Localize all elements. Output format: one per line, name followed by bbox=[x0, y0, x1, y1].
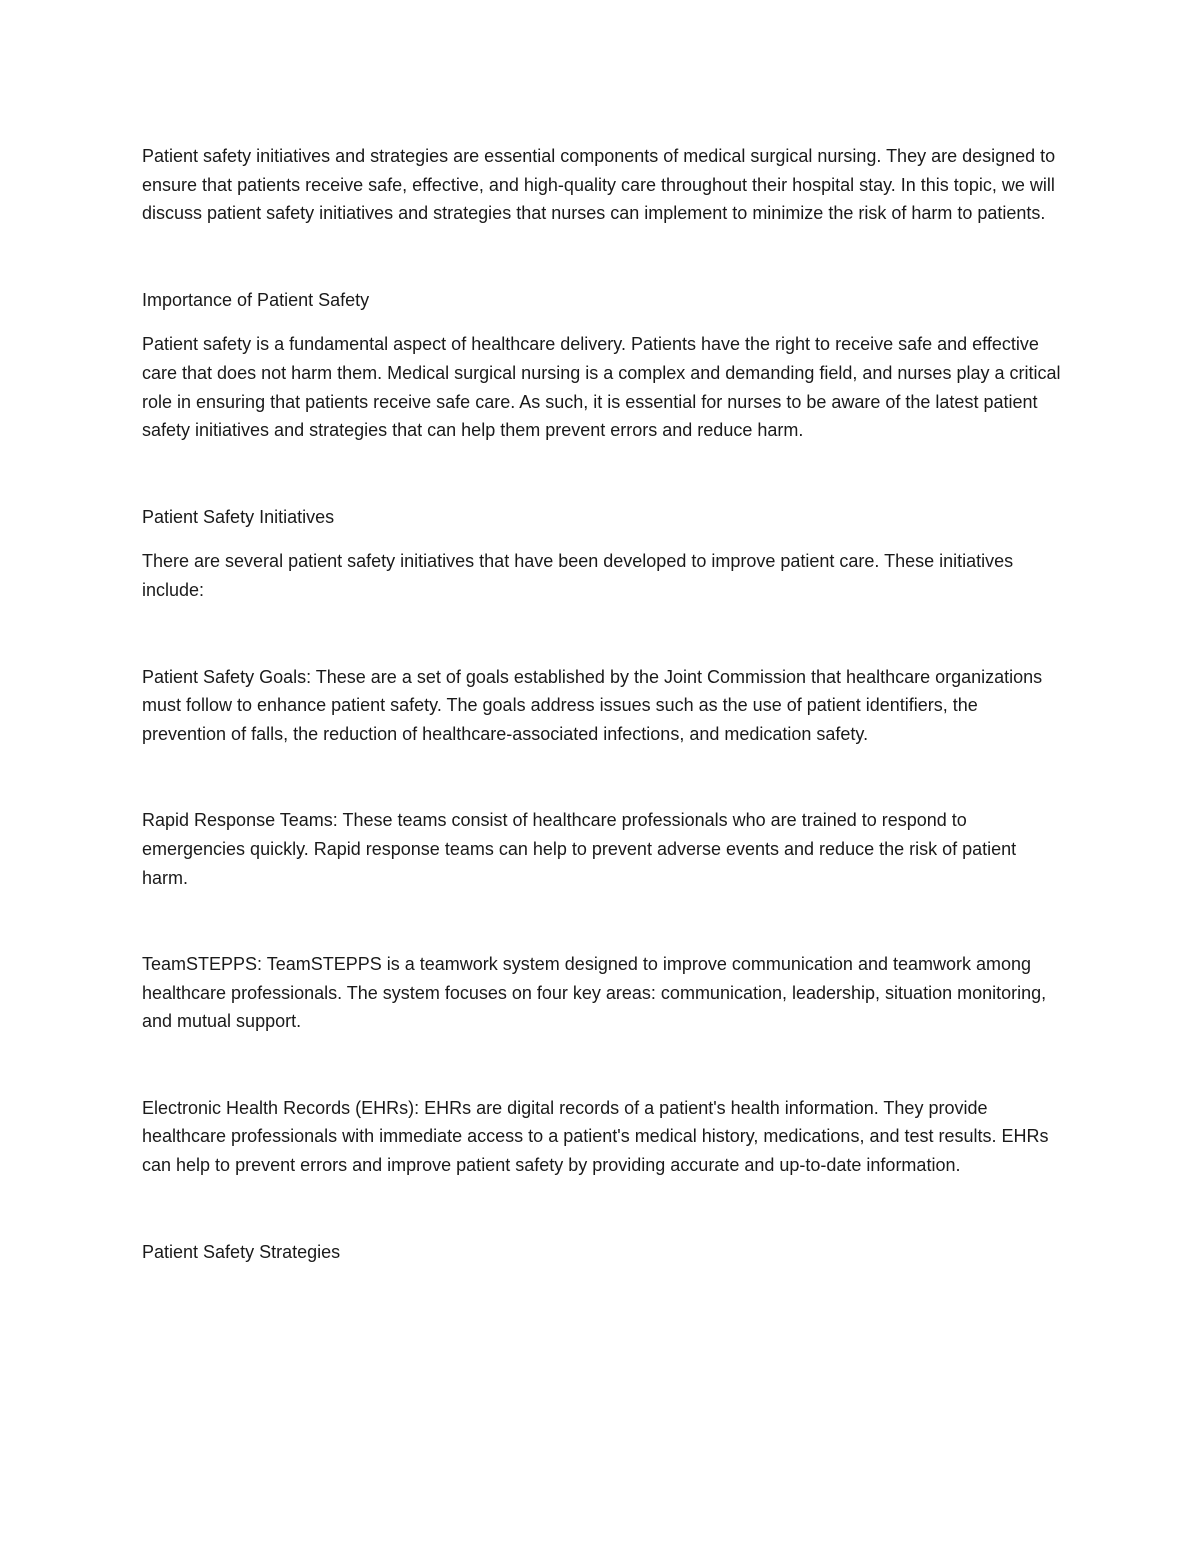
importance-paragraph: Patient safety is a fundamental aspect of healthcare delivery. Patients have the right to receive safe and effective care that does not harm them. Medical surgical nursing is a complex and demanding field, and nurses play a critical role in ensuring that patients receive safe care. As such, it is essential for nurses to be aware of the latest patient safety initiatives and strategies that can help them prevent errors and reduce harm. bbox=[142, 334, 1061, 441]
section-heading-strategies: Patient Safety Strategies bbox=[142, 1241, 341, 1262]
initiative-patient-safety-goals: Patient Safety Goals: These are a set of goals established by the Joint Commission that healthcare organizations must follow to enhance patient safety. The goals address issues such as the use of patient identifiers, the prevention of falls, the reduction of healthcare-associated infections, and medication safety. bbox=[142, 666, 1043, 744]
section-heading-initiatives: Patient Safety Initiatives bbox=[142, 506, 335, 527]
section-heading-importance: Importance of Patient Safety bbox=[142, 289, 370, 310]
document-body bbox=[142, 142, 1062, 1266]
initiatives-intro-paragraph: There are several patient safety initiatives that have been developed to improve patient care. These initiatives include: bbox=[142, 551, 1014, 600]
initiative-rapid-response-teams: Rapid Response Teams: These teams consist of healthcare professionals who are trained to respond to emergencies quickly. Rapid response teams can help to prevent adverse events and reduce the risk of patient harm. bbox=[142, 810, 1017, 888]
intro-paragraph: Patient safety initiatives and strategies are essential components of medical surgical nursing. They are designed to ensure that patients receive safe, effective, and high-quality care throughout their hospital stay. In this topic, we will discuss patient safety initiatives and strategies that nurses can implement to minimize the risk of harm to patients. bbox=[142, 146, 1056, 224]
initiative-teamstepps: TeamSTEPPS: TeamSTEPPS is a teamwork system designed to improve communication and teamwork among healthcare professionals. The system focuses on four key areas: communication, leadership, situation monitoring, and mutual support. bbox=[142, 954, 1047, 1032]
initiative-electronic-health-records: Electronic Health Records (EHRs): EHRs are digital records of a patient's health information. They provide healthcare professionals with immediate access to a patient's medical history, medications, and test results. EHRs can help to prevent errors and improve patient safety by providing accurate and up-to-date information. bbox=[142, 1097, 1049, 1176]
